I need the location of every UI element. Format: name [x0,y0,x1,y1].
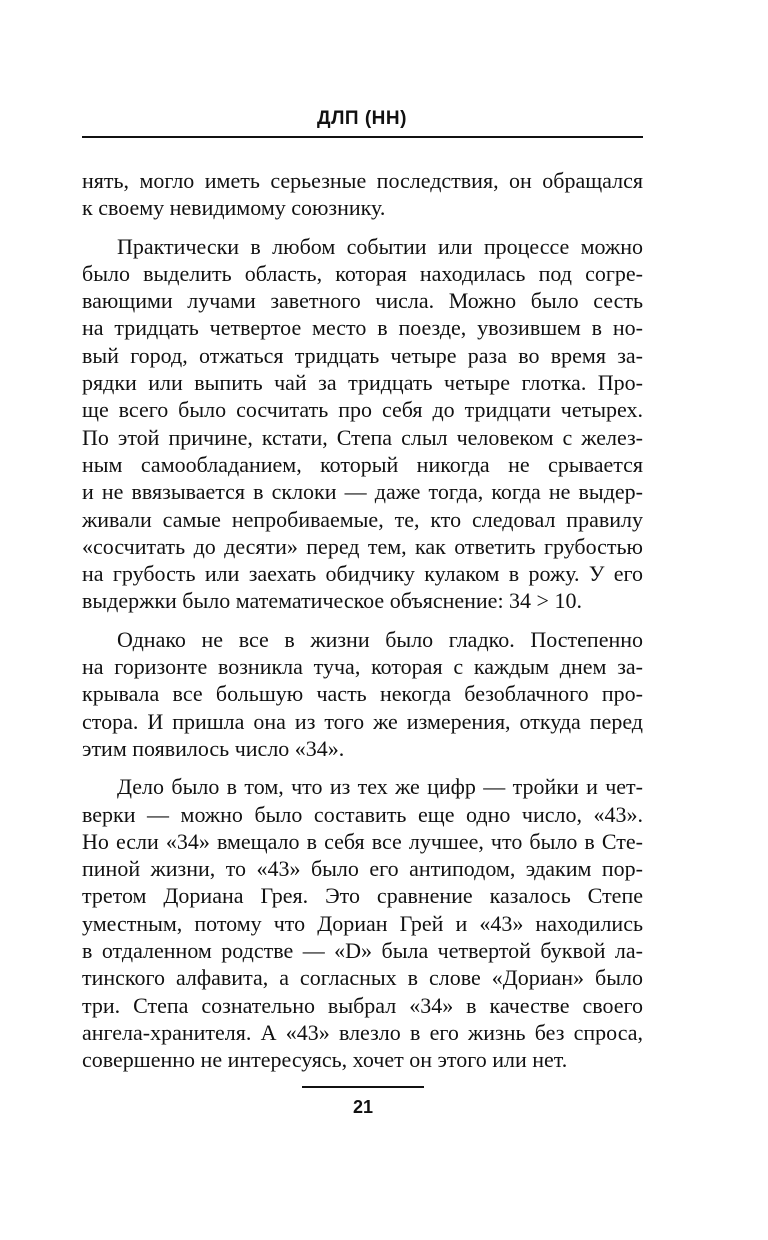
text-line: Дело было в том, что из тех же цифр — тройки и чет- [117,774,643,800]
text-line: стора. И пришла она из того же измерения, откуда перед [82,708,643,734]
footer-rule [302,1086,424,1088]
text-line: рядки или выпить чай за тридцать четыре глотка. Про- [82,370,643,396]
text-line: вающими лучами заветного числа. Можно было сесть [82,288,643,314]
text-line: Практически в любом событии или процессе можно [117,233,643,259]
paragraph [82,233,643,615]
text-line: крывала все большую часть некогда безоблачного про- [82,681,643,707]
text-line: тинского алфавита, а согласных в слове «Дориан» было [82,965,643,991]
text-line: три. Степа сознательно выбрал «34» в качестве своего [82,992,643,1018]
page-number: 21 [352,1097,374,1117]
paragraph [82,773,643,1073]
text-line: было выделить область, которая находилась под согре- [82,260,643,286]
text-line: «сосчитать до десяти» перед тем, как ответить грубостью [82,533,643,559]
text-line: вый город, отжаться тридцать четыре раза во время за- [82,342,643,368]
text-line: ным самообладанием, который никогда не срывается [82,451,643,477]
text-line: в отдаленном родстве — «D» была четвертой буквой ла- [82,938,643,964]
text-line: живали самые непробиваемые, те, кто следовал правилу [82,506,643,532]
text-line: ще всего было сосчитать про себя до тридцати четырех. [82,397,643,423]
text-line: Однако не все в жизни было гладко. Постепенно [117,626,643,652]
text-line: третом Дориана Грея. Это сравнение казалось Степе [82,883,643,909]
text-line: на тридцать четвертое место в поезде, увозившем в но- [82,315,643,341]
text-line: Но если «34» вмещало в себя все лучшее, что было в Сте- [82,828,643,854]
text-line: на грубость или заехать обидчику кулаком в рожу. У его [82,561,643,587]
text-line: и не ввязывается в склоки — даже тогда, когда не выдер- [82,479,643,505]
paragraph [82,626,643,762]
paragraph [82,167,643,222]
text-line: По этой причине, кстати, Степа слыл человеком с желез- [82,424,643,450]
text-line: пиной жизни, то «43» было его антиподом, эдаким пор- [82,856,643,882]
header-rule [82,136,643,138]
text-line: совершенно не интересуясь, хочет он этого или нет. [82,1047,568,1073]
running-title: ДЛП (НН) [317,108,407,129]
body-text [82,167,643,1085]
text-line: ангела-хранителя. А «43» влезло в его жизнь без спроса, [82,1019,643,1045]
text-line: к своему невидимому союзнику. [82,195,386,221]
text-line: выдержки было математическое объяснение: 34 > 10. [82,588,582,614]
text-line: на горизонте возникла туча, которая с каждым днем за- [82,654,643,680]
text-line: верки — можно было составить еще одно число, «43». [82,801,643,827]
text-line: нять, могло иметь серьезные последствия, он обращался [82,168,643,193]
text-line: этим появилось число «34». [82,735,345,761]
text-line: уместным, потому что Дориан Грей и «43» находились [82,910,643,936]
